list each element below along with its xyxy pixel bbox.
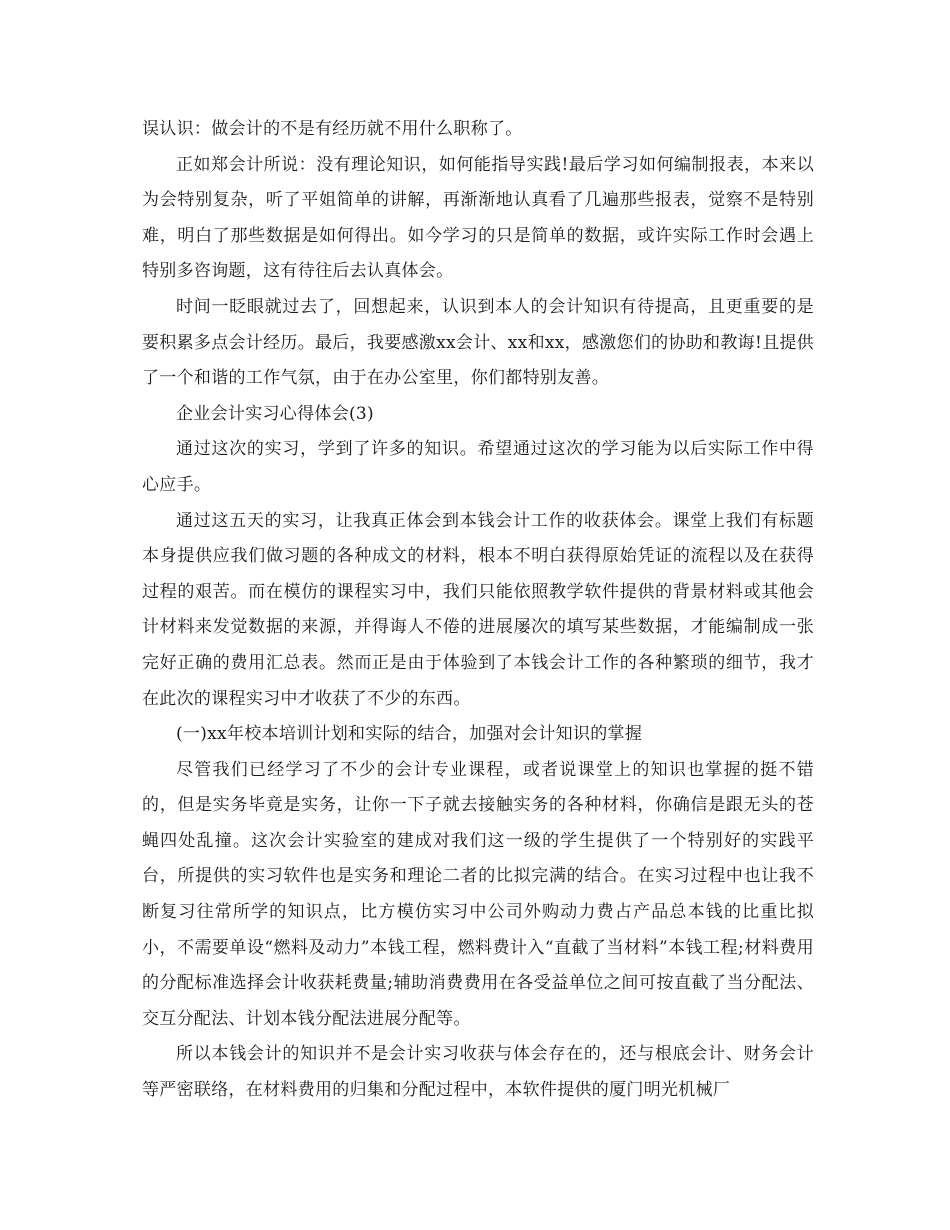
paragraph: 时间一眨眼就过去了，回想起来，认识到本人的会计知识有待提高，且更重要的是要积累多点会计经历。最后，我要感激xx会计、xx和xx，感激您们的协助和教诲!且提供了一个和谐的工作气氛，由于在办公室里，你们都特别友善。: [142, 296, 814, 389]
subsection-heading: (一)xx年校本培训计划和实际的结合，加强对会计知识的掌握: [176, 724, 643, 745]
paragraph: 正如郑会计所说：没有理论知识，如何能指导实践!最后学习如何编制报表，本来以为会特别复杂，听了平姐简单的讲解，再渐渐地认真看了几遍那些报表，觉察不是特别难，明白了那些数据是如何得出。如今学习的只是简单的数据，或许实际工作时会遇上特别多咨询题，这有待往后去认真体会。: [142, 154, 814, 282]
paragraph: 通过这次的实习，学到了许多的知识。希望通过这次的学习能为以后实际工作中得心应手。: [142, 439, 814, 495]
document-body: [142, 112, 814, 1109]
section-heading: 企业会计实习心得体会(3): [176, 403, 374, 424]
paragraph: 通过这五天的实习，让我真正体会到本钱会计工作的收获体会。课堂上我们有标题本身提供应我们做习题的各种成文的材料，根本不明白获得原始凭证的流程以及在获得过程的艰苦。而在模仿的课程实习中，我们只能依照教学软件提供的背景材料或其他会计材料来发觉数据的来源，并得诲人不倦的进展屡次的填写某些数据，才能编制成一张完好正确的费用汇总表。然而正是由于体验到了本钱会计工作的各种繁琐的细节，我才在此次的课程实习中才收获了不少的东西。: [142, 510, 814, 709]
paragraph: 所以本钱会计的知识并不是会计实习收获与体会存在的，还与根底会计、财务会计等严密联络，在材料费用的归集和分配过程中，本软件提供的厦门明光机械厂: [142, 1044, 814, 1101]
paragraph: 尽管我们已经学习了不少的会计专业课程，或者说课堂上的知识也掌握的挺不错的，但是实务毕竟是实务，让你一下子就去接触实务的各种材料，你确信是跟无头的苍蝇四处乱撞。这次会计实验室的建成对我们这一级的学生提供了一个特别好的实践平台，所提供的实习软件也是实务和理论二者的比拟完满的结合。在实习过程中也让我不断复习往常所学的知识点，比方模仿实习中公司外购动力费占产品总本钱的比重比拟小，不需要单设“燃料及动力”本钱工程，燃料费计入“直截了当材料”本钱工程;材料费用的分配标准选择会计收获耗费量;辅助消费费用在各受益单位之间可按直截了当分配法、交互分配法、计划本钱分配法进展分配等。: [142, 759, 814, 1029]
paragraph-continued: 误认识：做会计的不是有经历就不用什么职称了。: [142, 119, 523, 139]
